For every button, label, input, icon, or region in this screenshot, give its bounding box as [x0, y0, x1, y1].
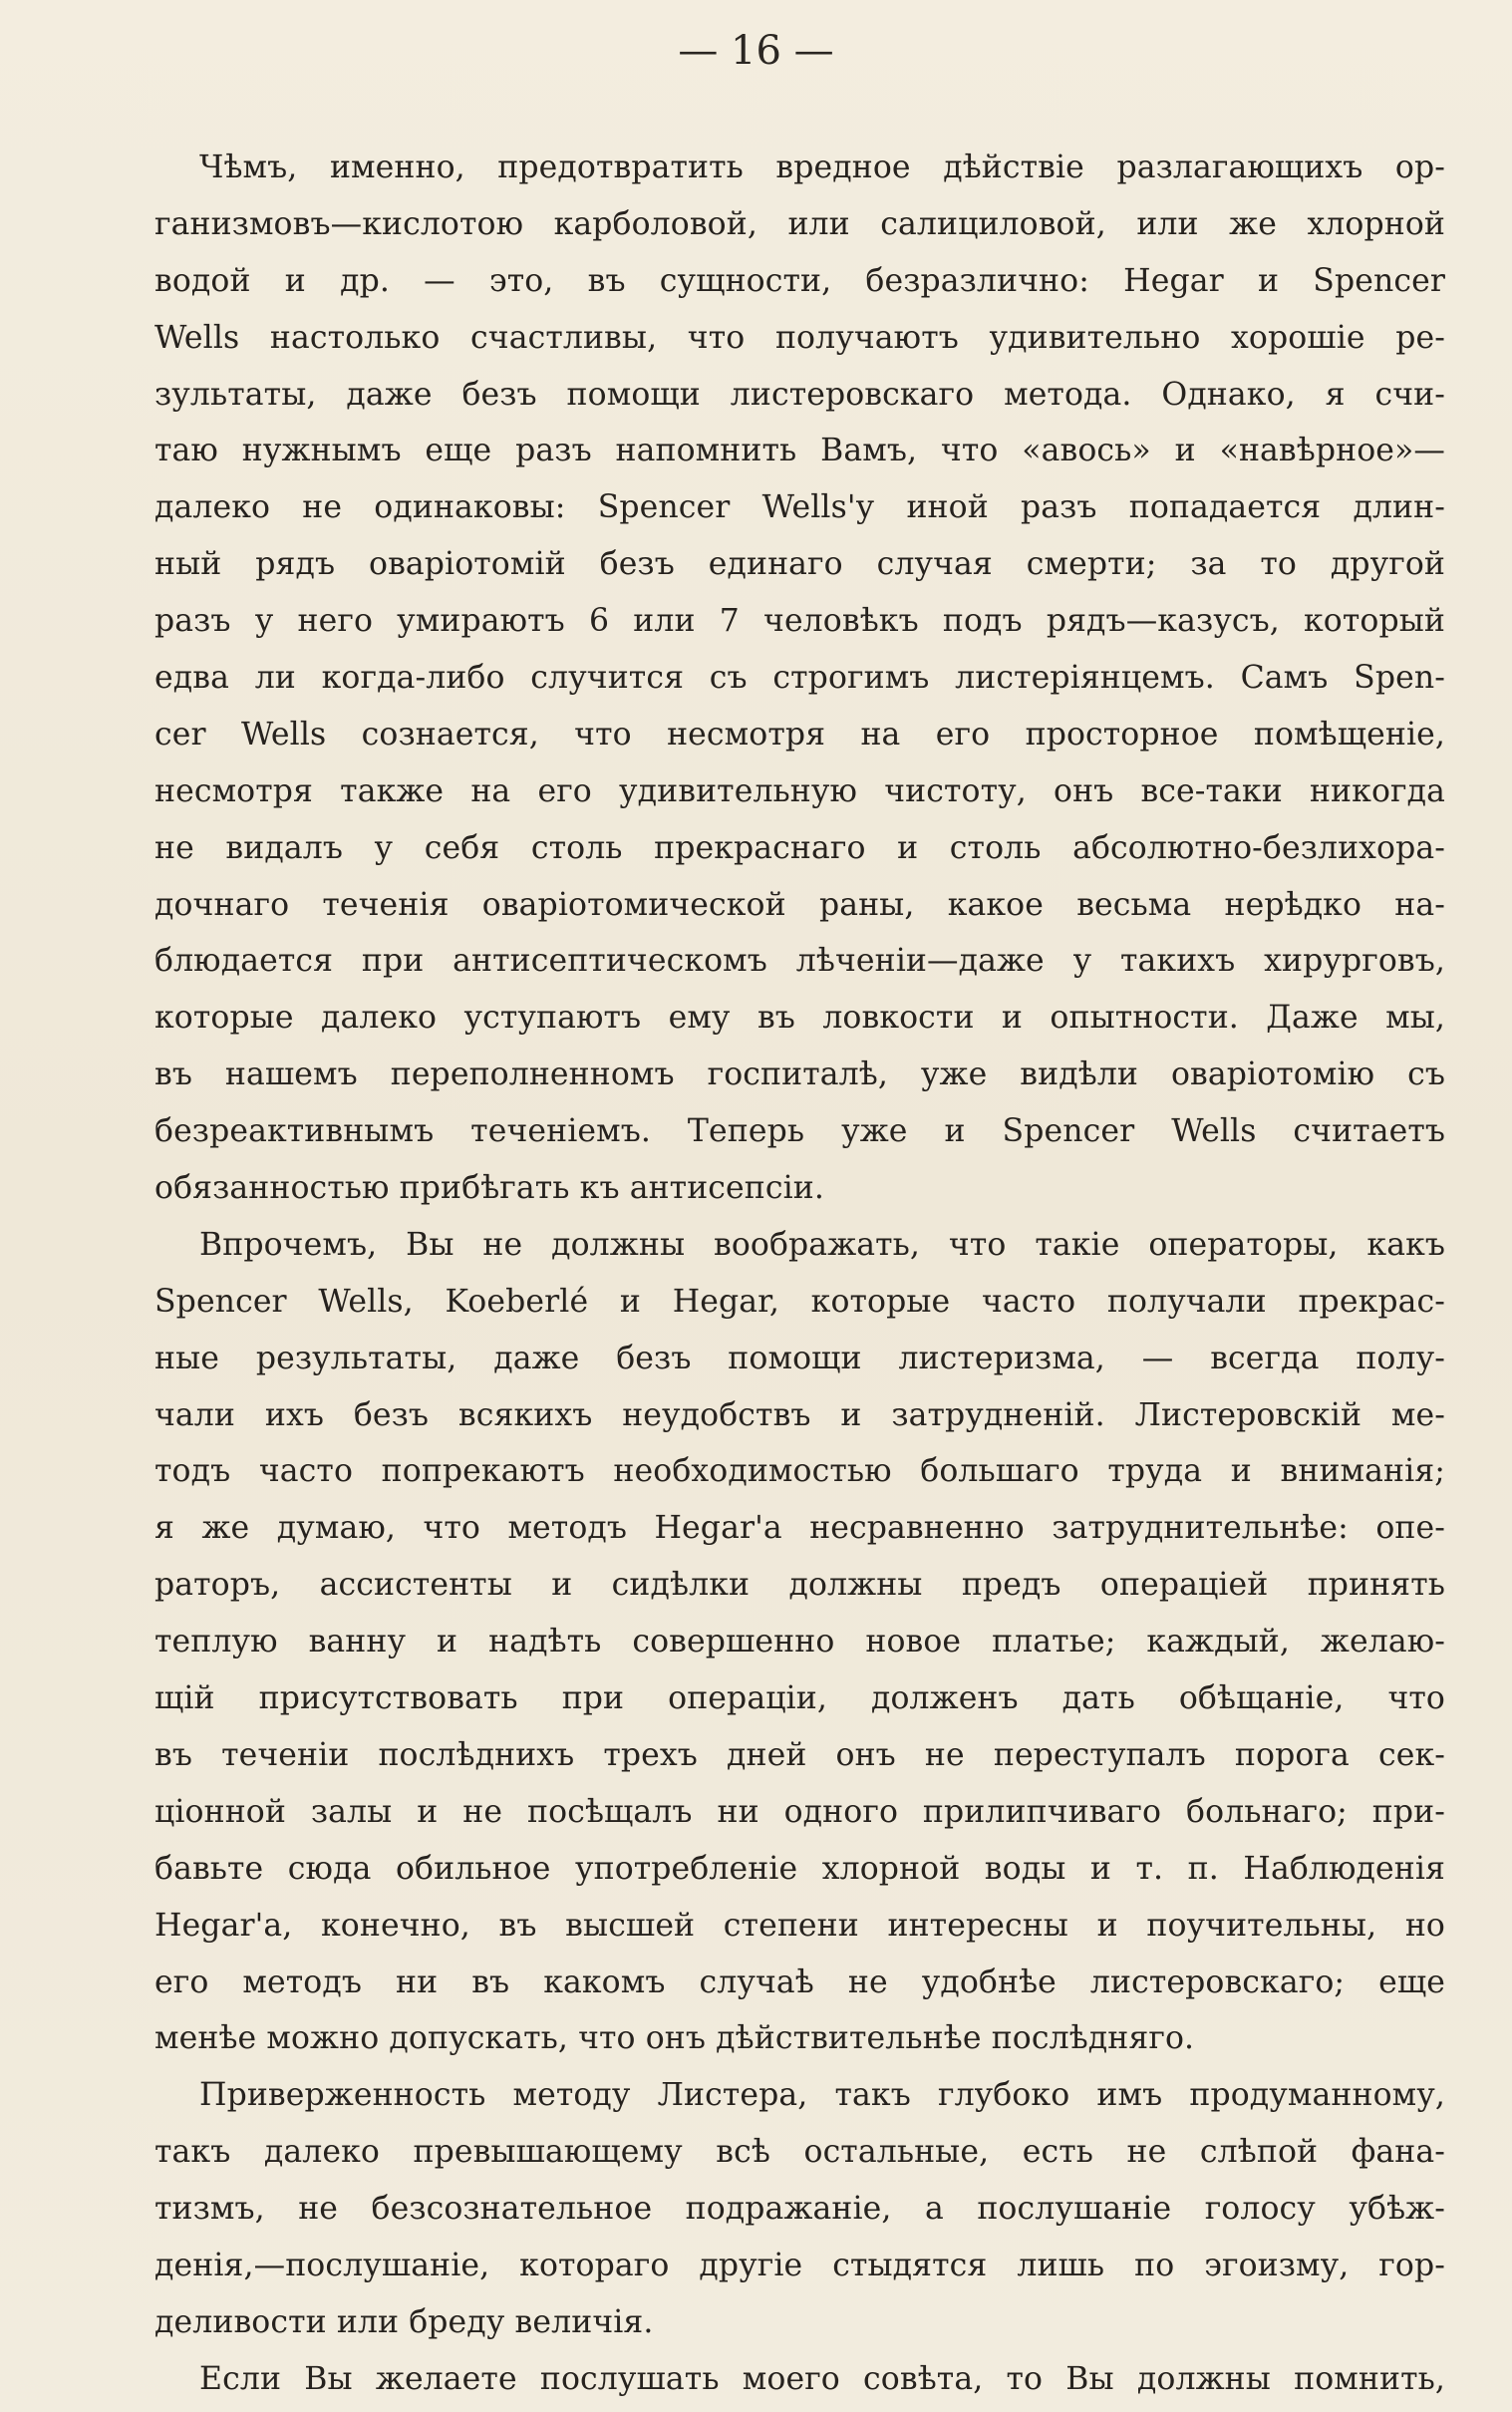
- text-line: бавьте сюда обильное употребленіе хлорной воды и т. п. Наблюденія: [154, 1850, 1445, 1887]
- text-line: cer Wells сознается, что несмотря на его просторное помѣщеніе,: [154, 716, 1445, 753]
- text-line: Spencer Wells, Koeberlé и Hegar, которые часто получали прекрас-: [154, 1283, 1445, 1320]
- text-line: Hegar'а, конечно, въ высшей степени интересны и поучительны, но: [154, 1907, 1445, 1944]
- text-line: теплую ванну и надѣть совершенно новое платье; каждый, желаю-: [154, 1624, 1445, 1660]
- text-line: щій присутствовать при операціи, долженъ дать обѣщаніе, что: [154, 1680, 1445, 1717]
- text-line: чали ихъ безъ всякихъ неудобствъ и затрудненій. Листеровскій ме-: [154, 1396, 1445, 1433]
- text-line: разъ у него умираютъ 6 или 7 человѣкъ подъ рядъ—казусъ, который: [154, 603, 1445, 640]
- text-line: Если Вы желаете послушать моего совѣта, то Вы должны помнить,: [199, 2360, 1445, 2397]
- text-line: таю нужнымъ еще разъ напомнить Вамъ, что «авось» и «навѣрное»—: [154, 433, 1445, 469]
- text-line: едва ли когда-либо случится съ строгимъ листеріянцемъ. Самъ Spen-: [154, 660, 1445, 697]
- text-line: менѣе можно допускать, что онъ дѣйствительнѣе послѣдняго.: [154, 2020, 1195, 2057]
- text-line: обязанностью прибѣгать къ антисепсіи.: [154, 1170, 824, 1207]
- text-line: ный рядъ оваріотомій безъ единаго случая смерти; за то другой: [154, 546, 1445, 583]
- text-line: ные результаты, даже безъ помощи листеризма, — всегда полу-: [154, 1340, 1445, 1376]
- page-number: — 16 —: [678, 28, 834, 74]
- text-line: Впрочемъ, Вы не должны воображать, что такіе операторы, какъ: [199, 1226, 1445, 1263]
- text-line: его методъ ни въ какомъ случаѣ не удобнѣе листеровскаго; еще: [154, 1963, 1445, 2000]
- text-line: деливости или бреду величія.: [154, 2303, 654, 2340]
- text-line: блюдается при антисептическомъ лѣченіи—даже у такихъ хирурговъ,: [154, 943, 1445, 980]
- text-line: Чѣмъ, именно, предотвратить вредное дѣйствіе разлагающихъ ор-: [199, 150, 1445, 185]
- text-line: въ нашемъ переполненномъ госпиталѣ, уже видѣли оваріотомію съ: [154, 1056, 1445, 1093]
- text-line: ціонной залы и не посѣщалъ ни одного прилипчиваго больнаго; при-: [154, 1793, 1445, 1830]
- text-line: Приверженность методу Листера, такъ глубоко имъ продуманному,: [199, 2077, 1445, 2114]
- text-line: безреактивнымъ теченіемъ. Теперь уже и Spencer Wells считаетъ: [154, 1113, 1445, 1150]
- text-line: Wells настолько счастливы, что получаютъ удивительно хорошіе ре-: [154, 319, 1445, 356]
- text-line: раторъ, ассистенты и сидѣлки должны предъ операціей принять: [154, 1567, 1445, 1604]
- text-line: несмотря также на его удивительную чистоту, онъ все-таки никогда: [154, 772, 1445, 809]
- text-line: тодъ часто попрекаютъ необходимостью большаго труда и вниманія;: [154, 1453, 1445, 1490]
- text-line: тизмъ, не безсознательное подражаніе, а послушаніе голосу убѣж-: [154, 2191, 1445, 2228]
- text-line: водой и др. — это, въ сущности, безразлично: Hegar и Spencer: [154, 262, 1445, 299]
- text-line: я же думаю, что методъ Hegar'а несравненно затруднительнѣе: опе-: [154, 1510, 1445, 1547]
- text-line: которые далеко уступаютъ ему въ ловкости и опытности. Даже мы,: [154, 1000, 1445, 1037]
- body-text: [154, 140, 1445, 2408]
- text-line: такъ далеко превышающему всѣ остальные, есть не слѣпой фана-: [154, 2134, 1445, 2171]
- text-line: въ теченіи послѣднихъ трехъ дней онъ не переступалъ порога сек-: [154, 1736, 1445, 1773]
- text-line: дочнаго теченія оваріотомической раны, какое весьма нерѣдко на-: [154, 886, 1445, 923]
- text-line: ганизмовъ—кислотою карболовой, или салициловой, или же хлорной: [154, 205, 1445, 242]
- text-line: далеко не одинаковы: Spencer Wells'у иной разъ попадается длин-: [154, 489, 1445, 526]
- text-line: денія,—послушаніе, котораго другіе стыдятся лишь по эгоизму, гор-: [154, 2247, 1445, 2283]
- text-line: не видалъ у себя столь прекраснаго и столь абсолютно-безлихора-: [154, 829, 1445, 866]
- text-line: зультаты, даже безъ помощи листеровскаго метода. Однако, я счи-: [154, 376, 1445, 413]
